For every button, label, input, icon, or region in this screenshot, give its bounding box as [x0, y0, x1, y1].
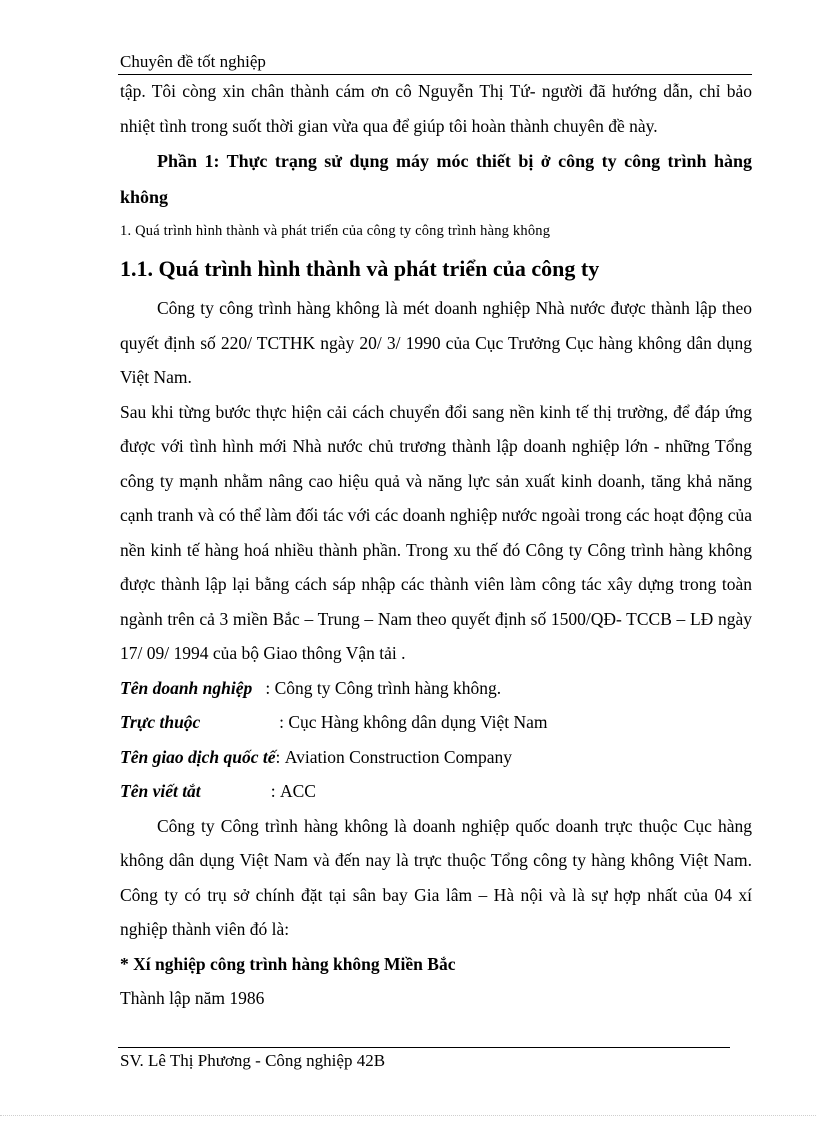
page-edge	[0, 1115, 816, 1116]
info-value: Công ty Công trình hàng không.	[274, 677, 502, 698]
info-label: Tên doanh nghiệp	[120, 677, 253, 698]
info-separator: :	[252, 677, 275, 698]
info-separator: :	[200, 712, 289, 732]
info-separator: :	[200, 781, 280, 801]
info-value: ACC	[279, 781, 316, 801]
part-1-title: Phần 1: Thực trạng sử dụng máy móc thiết bị ở công ty công trình hàng không	[120, 151, 752, 207]
enterprise-1-founded: Thành lập năm 1986	[120, 988, 265, 1008]
company-description-paragraph: Công ty Công trình hàng không là doanh nghiệp quốc doanh trực thuộc Cục hàng không dân dụng Việt Nam và đến nay là trực thuộc Tổng công ty hàng không Việt Nam. Công ty có trụ sở chính đặt tại sân bay Gia lâm – Hà nội và là sự hợp nhất của 04 xí nghiệp thành viên đó là:	[120, 815, 752, 939]
info-row-abbreviation	[120, 774, 752, 809]
info-separator: :	[275, 746, 285, 767]
section-1-heading: 1. Quá trình hình thành và phát triển của công ty công trình hàng không	[120, 223, 551, 239]
info-label: Tên viết tắt	[120, 781, 201, 801]
intro-paragraph: tập. Tôi còng xin chân thành cám ơn cô Nguyễn Thị Tứ- người đã hướng dẫn, chỉ bảo nhiệt tình trong suốt thời gian vừa qua để giúp tôi hoàn thành chuyên đề này.	[120, 81, 752, 136]
info-row-parent-agency	[120, 705, 752, 740]
info-label: Tên giao dịch quốc tế	[120, 746, 276, 767]
document-body	[120, 74, 752, 1016]
section-1-1-paragraph-2: Sau khi từng bước thực hiện cải cách chuyển đổi sang nền kinh tế thị trường, để đáp ứng được với tình hình mới Nhà nước chủ trương thành lập doanh nghiệp lớn - những Tổng công ty mạnh nhằm nâng cao hiệu quả và năng lực sản xuất kinh doanh, tăng khả năng cạnh tranh và có thể làm đối tác với các doanh nghiệp nước ngoài trong các hoạt động của nền kinh tế hàng hoá nhiều thành phần. Trong xu thế đó Công ty Công trình hàng không được thành lập lại bằng cách sáp nhập các thành viên làm công tác xây dựng trong toàn ngành trên cả 3 miền Bắc – Trung – Nam theo quyết định số 1500/QĐ- TCCB – LĐ ngày 17/ 09/ 1994 của bộ Giao thông Vận tải .	[120, 401, 752, 663]
page-footer-author: SV. Lê Thị Phương - Công nghiệp 42B	[120, 1051, 386, 1070]
info-label: Trực thuộc	[120, 712, 201, 732]
info-value: Aviation Construction Company	[284, 746, 512, 767]
page-header-title: Chuyên đề tốt nghiệp	[120, 52, 266, 71]
section-1-1-heading: 1.1. Quá trình hình thành và phát triển của công ty	[120, 256, 600, 281]
section-1-1-paragraph-1: Công ty công trình hàng không là mét doanh nghiệp Nhà nước được thành lập theo quyết định số 220/ TCTHK ngày 20/ 3/ 1990 của Cục Trưởng Cục hàng không dân dụng Việt Nam.	[120, 298, 752, 387]
enterprise-1-title: * Xí nghiệp công trình hàng không Miền Bắc	[120, 953, 456, 974]
info-value: Cục Hàng không dân dụng Việt Nam	[288, 712, 548, 732]
info-row-international-name	[120, 740, 752, 775]
footer-divider	[118, 1047, 730, 1048]
info-row-company-name	[120, 671, 752, 706]
